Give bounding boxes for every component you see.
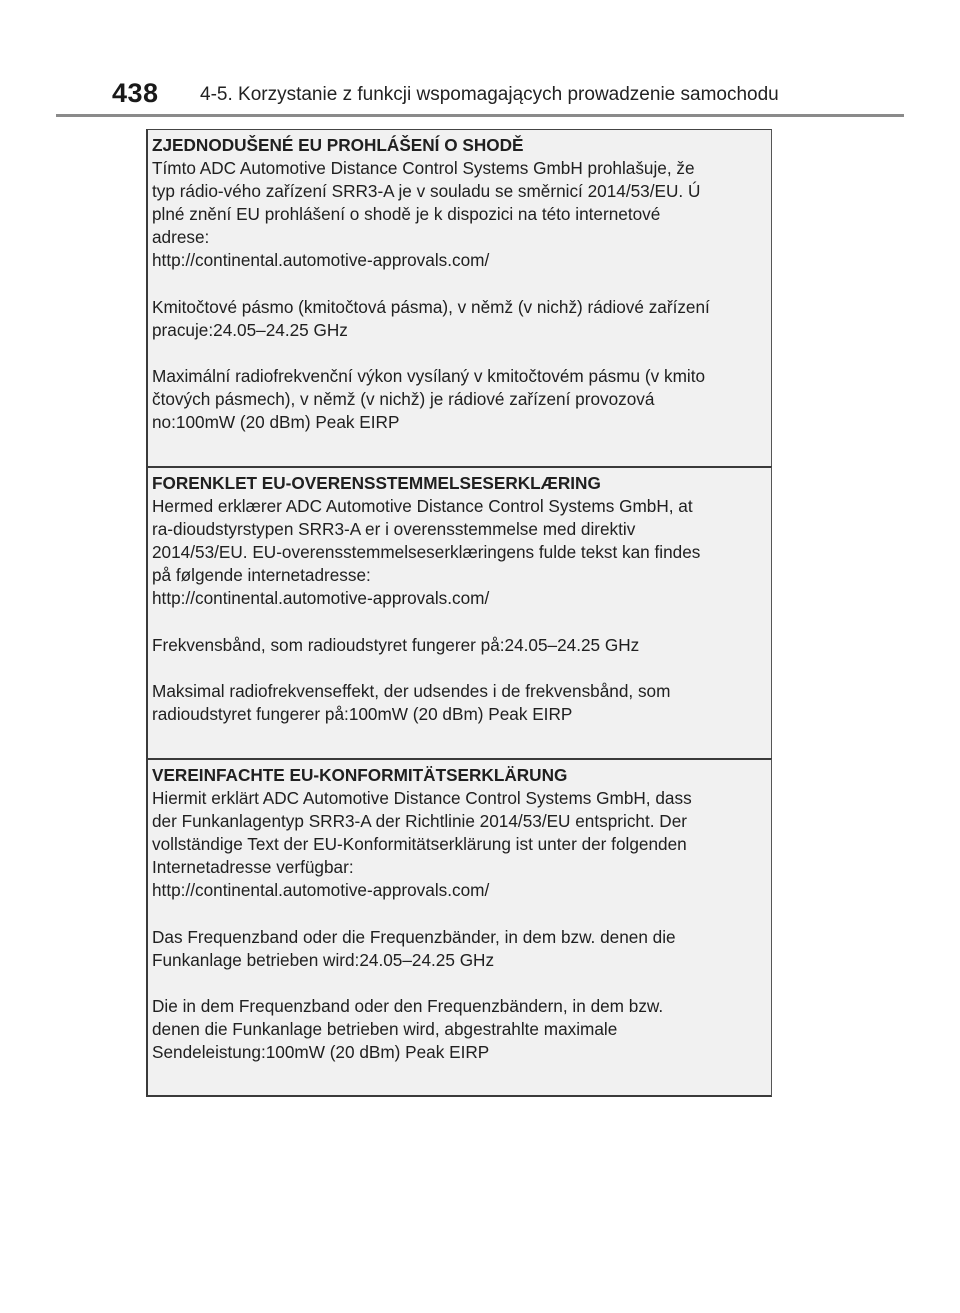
- text-line: Die in dem Frequenzband oder den Frequenzbändern, in dem bzw.: [152, 995, 664, 1016]
- declaration-german: [146, 758, 772, 1097]
- text-line: no:100mW (20 dBm) Peak EIRP: [152, 411, 400, 432]
- text-line: http://continental.automotive-approvals.com/: [152, 588, 490, 609]
- text-line: Kmitočtové pásmo (kmitočtová pásma), v němž (v nichž) rádiové zařízení: [152, 296, 710, 317]
- paragraph-gap: [152, 972, 771, 995]
- paragraph-gap: [152, 657, 771, 680]
- text-line: Internetadresse verfügbar:: [152, 857, 354, 878]
- text-line: Hermed erklærer ADC Automotive Distance Control Systems GmbH, at: [152, 496, 693, 517]
- text-line: Hiermit erklärt ADC Automotive Distance Control Systems GmbH, dass: [152, 788, 692, 809]
- text-line: typ rádio-vého zařízení SRR3-A je v souladu se směrnicí 2014/53/EU. Ú: [152, 181, 701, 202]
- declaration-table: [146, 129, 774, 1097]
- text-line: der Funkanlagentyp SRR3-A der Richtlinie 2014/53/EU entspricht. Der: [152, 811, 688, 832]
- text-line: pracuje:24.05–24.25 GHz: [152, 319, 348, 340]
- paragraph-gap: [152, 342, 771, 365]
- text-line: Maximální radiofrekvenční výkon vysílaný v kmitočtovém pásmu (v kmito: [152, 365, 706, 386]
- text-line: Frekvensbånd, som radioudstyret fungerer på:24.05–24.25 GHz: [152, 634, 640, 655]
- paragraph-gap: [152, 903, 771, 926]
- text-line: vollständige Text der EU-Konformitätserklärung ist unter der folgenden: [152, 834, 687, 855]
- text-line: ra-dioudstyrstypen SRR3-A er i overensstemmelse med direktiv: [152, 519, 636, 540]
- declaration-czech: [146, 129, 772, 466]
- page-header: [0, 78, 960, 114]
- text-line: Tímto ADC Automotive Distance Control Systems GmbH prohlašuje, že: [152, 158, 695, 179]
- text-line: 2014/53/EU. EU-overensstemmelseserklæringens fulde tekst kan findes: [152, 542, 701, 563]
- text-line: denen die Funkanlage betrieben wird, abgestrahlte maximale: [152, 1018, 618, 1039]
- text-line: čtových pásmech), v němž (v nichž) je rádiové zařízení provozová: [152, 388, 655, 409]
- section-title: VEREINFACHTE EU-KONFORMITÄTSERKLÄRUNG: [152, 765, 568, 785]
- text-line: på følgende internetadresse:: [152, 565, 371, 586]
- text-line: Das Frequenzband oder die Frequenzbänder, in dem bzw. denen die: [152, 926, 676, 947]
- section-title: ZJEDNODUŠENÉ EU PROHLÁŠENÍ O SHODĚ: [152, 135, 524, 155]
- text-line: adrese:: [152, 227, 210, 248]
- text-line: Funkanlage betrieben wird:24.05–24.25 GHz: [152, 949, 495, 970]
- section-title: FORENKLET EU-OVERENSSTEMMELSESERKLÆRING: [152, 473, 601, 493]
- text-line: Maksimal radiofrekvenseffekt, der udsendes i de frekvensbånd, som: [152, 680, 671, 701]
- text-line: Sendeleistung:100mW (20 dBm) Peak EIRP: [152, 1041, 490, 1062]
- text-line: http://continental.automotive-approvals.com/: [152, 880, 490, 901]
- text-line: plné znění EU prohlášení o shodě je k dispozici na této internetové: [152, 204, 661, 225]
- header-divider: [56, 114, 904, 117]
- chapter-title: 4-5. Korzystanie z funkcji wspomagających prowadzenie samochodu: [200, 84, 779, 105]
- paragraph-gap: [152, 611, 771, 634]
- text-line: radioudstyret fungerer på:100mW (20 dBm) Peak EIRP: [152, 703, 573, 724]
- text-line: http://continental.automotive-approvals.com/: [152, 250, 490, 271]
- page-number: 438: [112, 78, 159, 108]
- paragraph-gap: [152, 273, 771, 296]
- declaration-danish: [146, 466, 772, 758]
